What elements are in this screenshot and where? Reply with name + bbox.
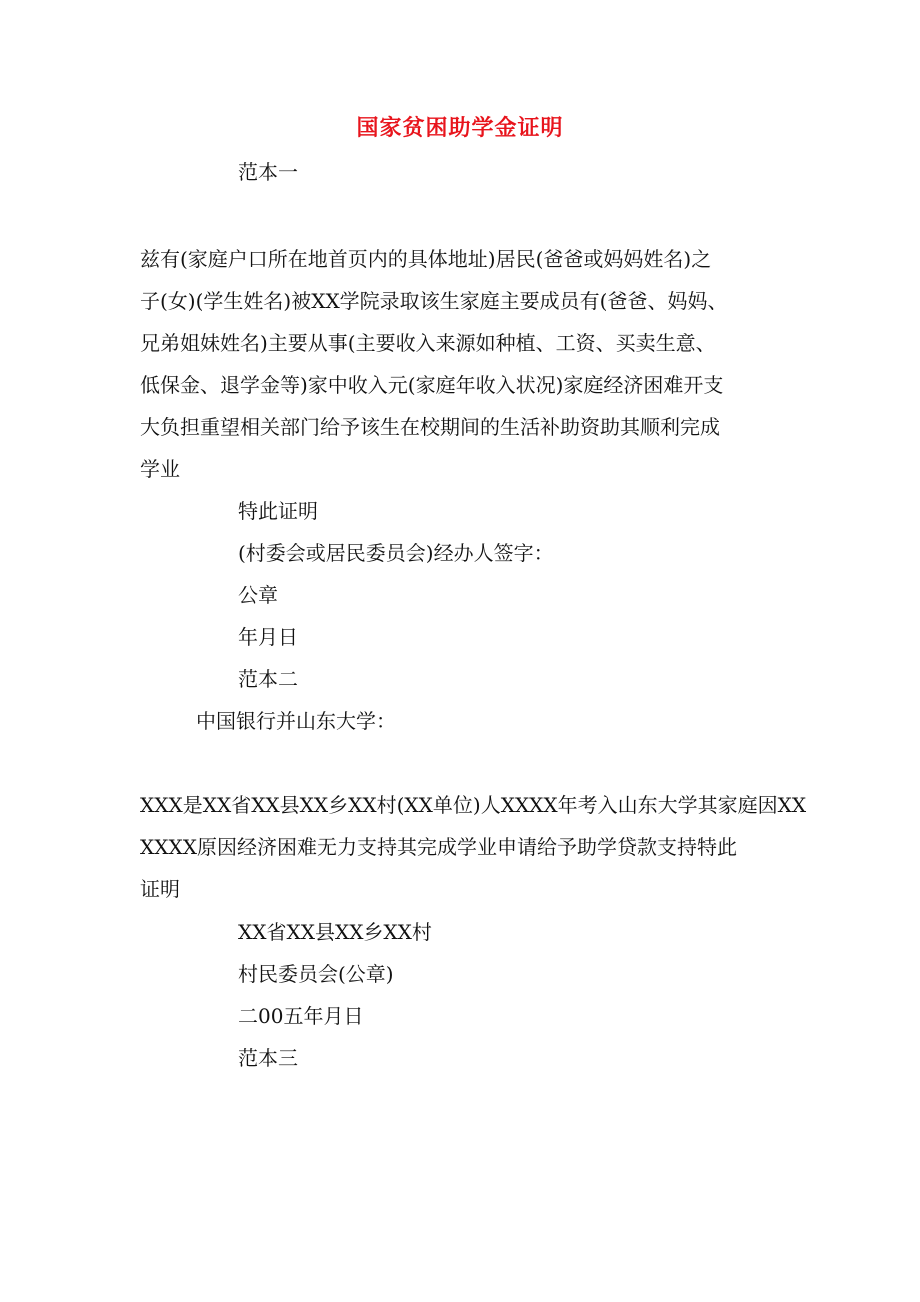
sample1-certify: 特此证明 bbox=[238, 499, 318, 523]
sample2-body-line: 证明 bbox=[140, 877, 180, 901]
sample2-committee: 村民委员会(公章) bbox=[238, 962, 394, 986]
sample2-addressee: 中国银行并山东大学： bbox=[196, 709, 396, 733]
sample3-heading: 范本三 bbox=[238, 1046, 298, 1070]
sample2-body-line: XXXX原因经济困难无力支持其完成学业申请给予助学贷款支持特此 bbox=[140, 835, 737, 859]
sample1-body-line: 学业 bbox=[140, 457, 180, 481]
sample1-body-line: 大负担重望相关部门给予该生在校期间的生活补助资助其顺利完成 bbox=[140, 415, 720, 439]
sample1-date: 年月日 bbox=[238, 625, 298, 649]
sample1-signer: (村委会或居民委员会)经办人签字： bbox=[238, 541, 554, 565]
sample2-body-line: XXX是XX省XX县XX乡XX村(XX单位)人XXXX年考入山东大学其家庭因XX bbox=[140, 793, 807, 817]
sample1-body bbox=[140, 238, 785, 490]
document-title: 国家贫困助学金证明 bbox=[356, 115, 564, 141]
sample1-body-line: 兹有(家庭户口所在地首页内的具体地址)居民(爸爸或妈妈姓名)之 bbox=[140, 247, 712, 271]
sample2-date: 二00五年月日 bbox=[238, 1004, 364, 1028]
sample1-body-line: 兄弟姐妹姓名)主要从事(主要收入来源如种植、工资、买卖生意、 bbox=[140, 331, 716, 355]
sample2-body bbox=[140, 784, 807, 910]
sample1-body-line: 低保金、退学金等)家中收入元(家庭年收入状况)家庭经济困难开支 bbox=[140, 373, 724, 397]
sample2-heading: 范本二 bbox=[238, 667, 298, 691]
sample1-heading: 范本一 bbox=[238, 160, 298, 184]
sample1-seal: 公章 bbox=[238, 583, 278, 607]
sample2-place: XX省XX县XX乡XX村 bbox=[238, 920, 432, 944]
sample1-body-line: 子(女)(学生姓名)被XX学院录取该生家庭主要成员有(爸爸、妈妈、 bbox=[140, 289, 728, 313]
